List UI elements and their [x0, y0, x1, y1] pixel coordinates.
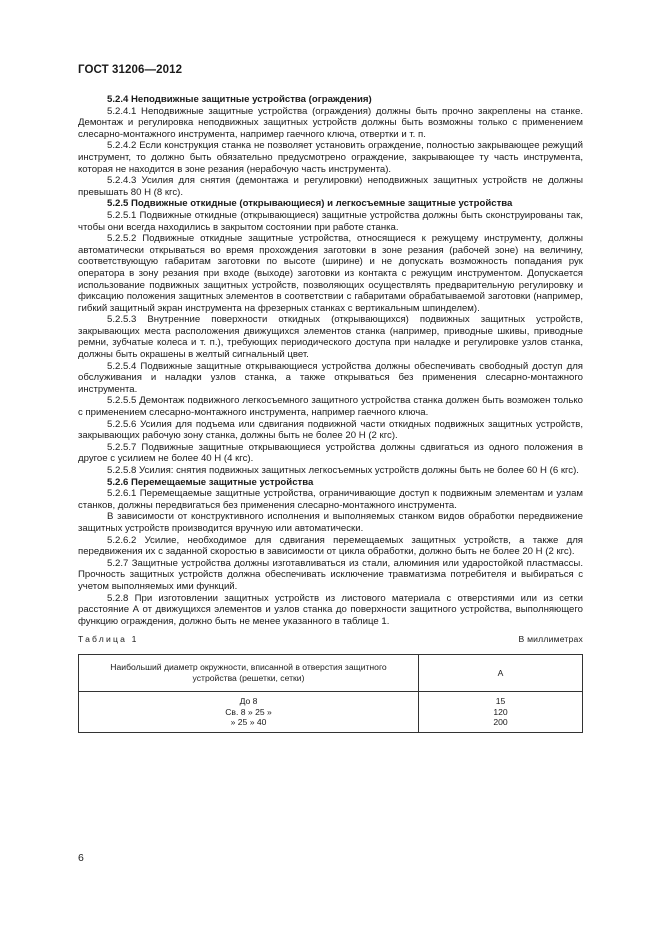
paragraph: 5.2.5.5 Демонтаж подвижного легкосъемного защитного устройства станка должен быть возможен только с применением слесарно-монтажного инструмента, например гаечного ключа.	[78, 395, 583, 419]
document-header: ГОСТ 31206—2012	[78, 64, 183, 76]
paragraph: 5.2.5.1 Подвижные откидные (открывающиеся) защитные устройства должны быть сконструированы так, чтобы они всегда находились в закрытом состоянии при работе станка.	[78, 209, 583, 233]
paragraph: В зависимости от конструктивного исполнения и выполняемых станком видов обработки передвижение защитных устройств производится вручную или автоматически.	[78, 511, 583, 534]
section-heading: 5.2.6 Перемещаемые защитные устройства	[107, 476, 314, 488]
section-heading: 5.2.5 Подвижные откидные (открывающиеся) и легкосъемные защитные устройства	[107, 198, 513, 210]
section-heading: 5.2.4 Неподвижные защитные устройства (ограждения)	[107, 94, 372, 105]
table-cell-line: 200	[493, 717, 508, 728]
paragraph: 5.2.4.3 Усилия для снятия (демонтажа и регулировки) неподвижных защитных устройств не должны превышать 80 Н (8 кгс).	[78, 175, 583, 198]
table-caption-row	[78, 634, 583, 646]
table-header-row	[79, 654, 583, 691]
table-cell-diameter	[79, 691, 419, 732]
paragraph: 5.2.5.8 Усилия: снятия подвижных защитных легкосъемных устройств должны быть не более 60 Н (6 кгс).	[107, 465, 579, 476]
table-caption: Таблица 1	[78, 634, 139, 645]
table-cell-line: До 8	[239, 696, 258, 707]
paragraph: 5.2.5.3 Внутренние поверхности откидных (открывающихся) подвижных защитных устройств, закрывающих места расположения движущихся элементов станка (например, приводные шкивы, приводные ремни, зубчатые колеса и т. п.), требующих периодического доступа при наладке и регулировке узлов станка, должны быть окрашены в желтый сигнальный цвет.	[78, 314, 583, 361]
paragraph: 5.2.7 Защитные устройства должны изготавливаться из стали, алюминия или ударостойкой пластмассы. Прочность защитных устройств должна обеспечивать исключение травматизма потребителя и выбираться с учетом выполняемых ими функций.	[78, 557, 583, 592]
paragraph: 5.2.6.1 Перемещаемые защитные устройства, ограничивающие доступ к подвижным элементам и узлам станков, должны передвигаться без применения слесарно-монтажного инструмента.	[78, 488, 583, 511]
page-number: 6	[78, 852, 84, 864]
paragraph: 5.2.8 При изготовлении защитных устройств из листового материала с отверстиями или из сетки расстояние А от движущихся элементов и узлов станка до поверхности защитного устройства, выполняющего функцию ограждения, должно быть не менее указанного в таблице 1.	[78, 592, 583, 627]
table-cell-line: » 25 » 40	[230, 717, 267, 728]
paragraph-list	[78, 94, 583, 627]
table-cell-distance	[419, 691, 583, 732]
paragraph: 5.2.5.6 Усилия для подъема или сдвигания подвижной части откидных подвижных защитных устройств, закрывающих рабочую зону станка, должны быть не более 20 Н (2 кгс).	[78, 418, 583, 442]
paragraph: 5.2.6.2 Усилие, необходимое для сдвигания перемещаемых защитных устройств, а также для передвижения их с заданной скоростью в зависимости от цикла обработки, должно быть не более 20 Н (2 кгс).	[78, 534, 583, 558]
table-header-cell: Наибольший диаметр окружности, вписанной в отверстия защитного устройства (решетки, сетки)	[79, 654, 419, 691]
table-cell-line: Св. 8 » 25 »	[225, 706, 272, 717]
table-units: В миллиметрах	[518, 634, 583, 645]
paragraph: 5.2.5.4 Подвижные защитные открывающиеся устройства должны обеспечивать свободный доступ для обслуживания и наладки узлов станка, а также открываться без применения слесарно-монтажного инструмента.	[78, 360, 583, 395]
table-cell-line: 120	[493, 706, 508, 717]
paragraph: 5.2.5.7 Подвижные защитные открывающиеся устройства должны сдвигаться из одного положения в другое с усилием не более 40 Н (4 кгс).	[78, 441, 583, 465]
table-cell-line: 15	[495, 696, 506, 707]
paragraph: 5.2.5.2 Подвижные откидные защитные устройства, относящиеся к режущему инструменту, должны автоматически открываться во время прохождения заготовки в зоне резания (рабочей зоне) на величину, соответствующую габаритам заготовки по высоте (ширине) и не допускать возможность попадания рук оператора в зону резания при входе (выходе) заготовки из контакта с режущим инструментом. Допускается использование подвижных защитных устройств, позволяющих осуществлять предварительную регулировку и фиксацию положения защитных элементов в соответствии с габаритами обрабатываемой заготовки (например, гибкий защитный экран инструмента на фрезерных станках с вертикальным шпинделем).	[78, 233, 583, 314]
table-row	[79, 691, 583, 732]
data-table	[78, 654, 583, 733]
document-body	[78, 94, 583, 733]
paragraph: 5.2.4.2 Если конструкция станка не позволяет установить ограждение, полностью закрывающее режущий инструмент, то должно быть обязательно предусмотрено ограждение, закрывающее ту часть инструмента, которая не находится в зоне резания (нерабочую часть инструмента).	[78, 140, 583, 175]
paragraph: 5.2.4.1 Неподвижные защитные устройства (ограждения) должны быть прочно закреплены на станке. Демонтаж и регулировка неподвижных защитных устройств должны быть возможны только с применением слесарно-монтажного инструмента, например гаечного ключа, отвертки и т. п.	[78, 105, 583, 140]
table-header-cell: А	[419, 654, 583, 691]
